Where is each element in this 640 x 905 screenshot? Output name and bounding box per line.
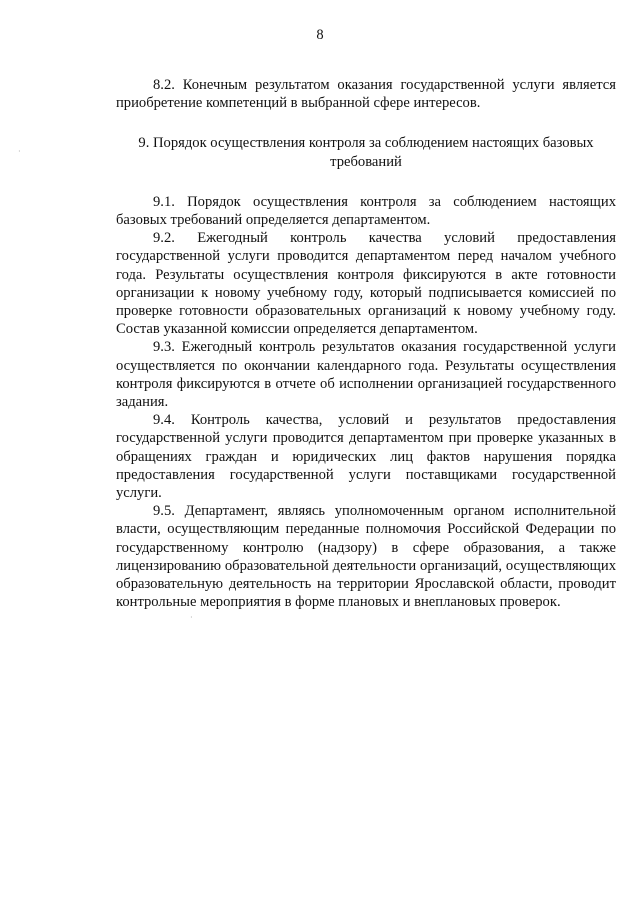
section-9-heading bbox=[116, 134, 616, 170]
scan-speck: · bbox=[18, 147, 21, 156]
paragraph-8-2: 8.2. Конечным результатом оказания государственной услуги является приобретение компетенций в выбранной сфере интересов. bbox=[116, 77, 616, 112]
paragraph-9-4: 9.4. Контроль качества, условий и результатов предоставления государственной услуги проводится департаментом при проверке указанных в обращениях граждан и юридических лиц фактов нарушения порядка предоставления государственной услуги поставщиками государственной услуги. bbox=[116, 412, 616, 502]
paragraph-9-3: 9.3. Ежегодный контроль результатов оказания государственной услуги осуществляется по окончании календарного года. Результаты осуществления контроля фиксируются в отчете об исполнении организацией государственного задания. bbox=[116, 339, 616, 411]
document-body bbox=[116, 76, 616, 611]
scan-speck: · bbox=[190, 613, 193, 622]
page-number: 8 bbox=[316, 27, 324, 43]
paragraph-9-2: 9.2. Ежегодный контроль качества условий предоставления государственной услуги проводится департаментом перед началом учебного года. Результаты осуществления контроля фиксируются в акте готовности организации к новому учебному году, который подписывается комиссией по проверке готовности образовательных организаций к новому учебному году. Состав указанной комиссии определяется департаментом. bbox=[116, 230, 616, 338]
paragraph-9-5: 9.5. Департамент, являясь уполномоченным органом исполнительной власти, осуществляющим переданные полномочия Российской Федерации по государственному контролю (надзору) в сфере образования, а также лицензированию образовательной деятельности организаций, осуществляющих образовательную деятельность на территории Ярославской области, проводит контрольные мероприятия в форме плановых и внеплановых проверок. bbox=[116, 503, 616, 611]
section-9-heading-line-1: 9. Порядок осуществления контроля за соблюдением настоящих базовых bbox=[138, 135, 594, 152]
paragraph-9-1: 9.1. Порядок осуществления контроля за соблюдением настоящих базовых требований определяется департаментом. bbox=[116, 193, 616, 229]
section-9-heading-line-2: требований bbox=[330, 153, 402, 170]
